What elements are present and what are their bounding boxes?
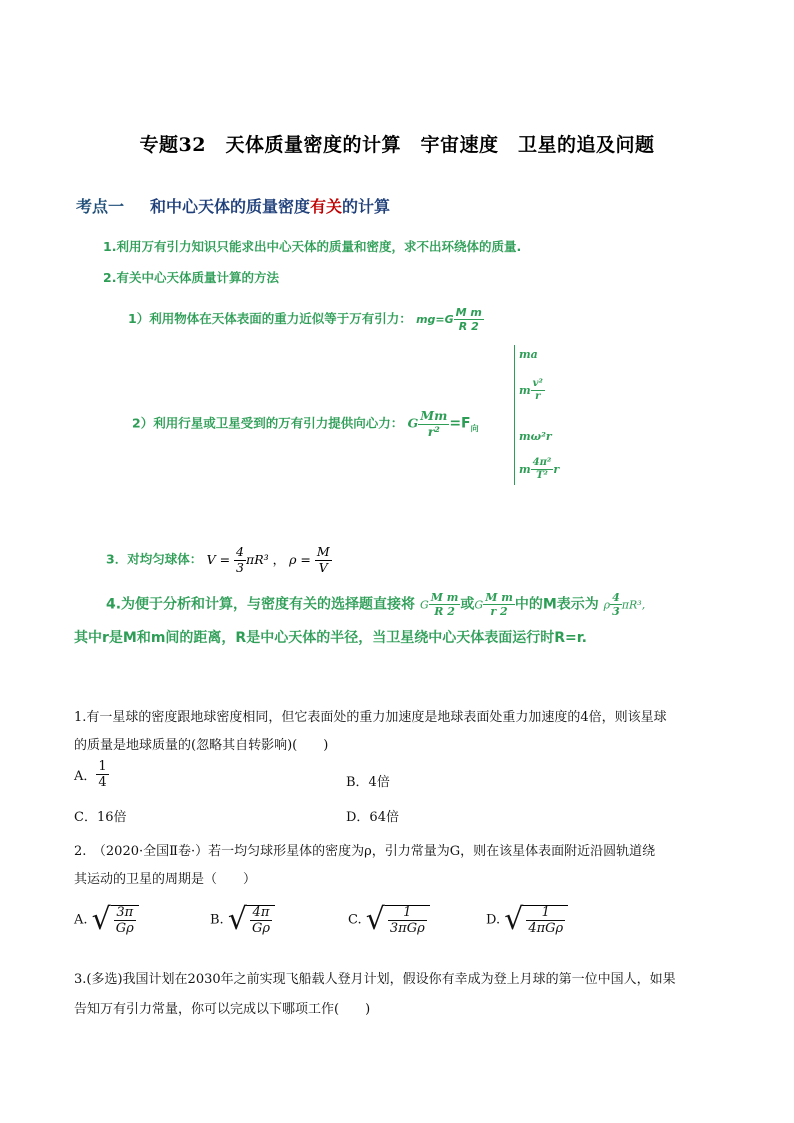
formula-mg-fraction bbox=[454, 307, 484, 332]
formula-f2: $\frac{\text{M m}}{r 2}$ bbox=[485, 591, 513, 618]
formula-sub: 向 bbox=[470, 424, 479, 433]
formula-den: R 2 bbox=[458, 320, 479, 333]
case-ma: ma bbox=[519, 348, 538, 361]
q2-option-d: D. √ $\frac{1}{\text{4πGρ}}$ bbox=[486, 905, 568, 935]
q2-option-b: B. √ $\frac{4\pi}{G\rho}$ bbox=[210, 905, 275, 935]
formula-f3: $\frac{4}{3}$ bbox=[612, 591, 620, 618]
point-3-text: 3．对均匀球体： bbox=[106, 551, 203, 567]
formula-num: M m bbox=[455, 306, 482, 319]
point-1: 1.利用万有引力知识只能求出中心天体的质量和密度，求不出环绕体的质量. bbox=[103, 239, 522, 254]
section-label: 考点一 bbox=[76, 197, 125, 216]
q1-option-c: C．16倍 bbox=[74, 810, 127, 825]
formula-f1: $\frac{\text{M m}}{R 2}$ bbox=[430, 591, 459, 618]
q2-option-c: C. √ $\frac{1}{\text{3πGρ}}$ bbox=[348, 905, 430, 935]
point-2-2 bbox=[132, 410, 479, 438]
case-mv2r: m $\frac{\text{v²}}{r}$ bbox=[519, 378, 543, 402]
section-heading bbox=[76, 194, 390, 217]
formula-den: r² bbox=[427, 423, 440, 439]
question-3-line2: 告知万有引力常量，你可以完成以下哪项工作( ) bbox=[74, 1002, 371, 1017]
point-3 bbox=[106, 546, 332, 574]
point-2-1 bbox=[128, 307, 484, 332]
question-3-line1: 3.(多选)我国计划在2030年之前实现飞船载人登月计划，假设你有幸成为登上月球的第一位中国人，如果 bbox=[74, 972, 676, 987]
formula-mg-lhs: mg=G bbox=[416, 313, 454, 326]
question-2-line1: 2. （2020·全国Ⅱ卷·）若一均匀球形星体的密度为ρ，引力常量为G，则在该星体表面附近沿圆轨道绕 bbox=[74, 844, 656, 859]
section-heading-post: 的计算 bbox=[342, 197, 391, 216]
case-m4pi2t2r: m $\frac{\text{4π²}}{\text{T²}}$ r bbox=[519, 457, 560, 481]
q1-option-a: A． $\frac{1}{4}$ bbox=[74, 759, 107, 790]
point-2-1-text: 1）利用物体在天体表面的重力近似等于万有引力： bbox=[128, 311, 412, 326]
question-1-line2: 的质量是地球质量的(忽略其自转影响)( ) bbox=[74, 738, 329, 753]
formula-eq: =F bbox=[449, 415, 471, 432]
case-mw2r: mω²r bbox=[519, 430, 552, 443]
point-2-2-text: 2）利用行星或卫星受到的万有引力提供向心力： bbox=[132, 415, 404, 431]
point-2: 2.有关中心天体质量计算的方法 bbox=[103, 270, 279, 285]
formula-volume: V = $\frac{4}{3}$ πR³ ， ρ = $\frac{M}{V}$ bbox=[206, 544, 330, 575]
formula-num: Mm bbox=[420, 408, 448, 423]
q1-option-b: B．4倍 bbox=[346, 775, 390, 790]
point-4: 4.为便于分析和计算，与密度有关的选择题直接将 G $\frac{\text{M m}}{R 2}$ 或G $\frac{\text{M m}}{r 2}$ 中的M表示为 ρ $\frac{4}{3}$ πR³, bbox=[106, 591, 646, 618]
question-2-line2: 其运动的卫星的周期是（ ） bbox=[74, 872, 257, 887]
q2-option-a: A. √ $\frac{3\pi}{G\rho}$ bbox=[74, 905, 139, 935]
formula-g: G bbox=[407, 415, 419, 431]
section-heading-highlight: 有关 bbox=[310, 197, 343, 216]
centripetal-cases bbox=[514, 345, 567, 485]
point-4-text-a: 4.为便于分析和计算，与密度有关的选择题直接将 bbox=[106, 596, 416, 613]
point-4-cont: 其中r是M和m间的距离，R是中心天体的半径，当卫星绕中心天体表面运行时R=r. bbox=[74, 630, 587, 646]
question-1-line1: 1.有一星球的密度跟地球密度相同，但它表面处的重力加速度是地球表面处重力加速度的4倍，则该星球 bbox=[74, 710, 667, 725]
q1-option-d: D．64倍 bbox=[346, 810, 399, 825]
section-heading-pre: 和中心天体的质量密度 bbox=[150, 197, 311, 216]
page-title: 专题32 天体质量密度的计算 宇宙速度 卫星的追及问题 bbox=[139, 134, 655, 156]
formula-gmm-fraction bbox=[418, 410, 449, 438]
